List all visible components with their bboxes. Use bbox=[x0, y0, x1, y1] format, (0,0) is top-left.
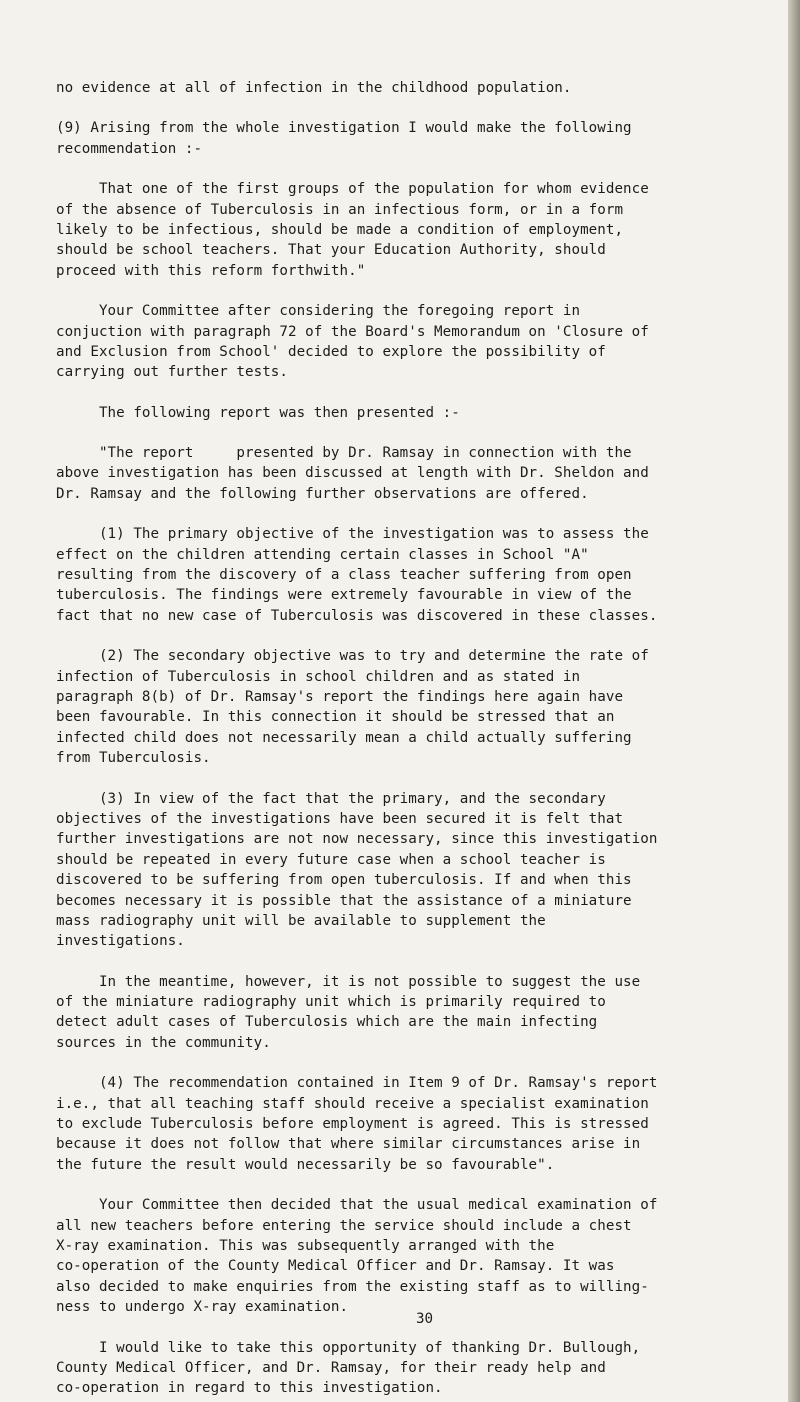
text-line: likely to be infectious, should be made a condition of employment, bbox=[56, 221, 624, 238]
text-line: recommendation :- bbox=[56, 140, 203, 157]
paragraph bbox=[56, 443, 784, 504]
text-line: proceed with this reform forthwith." bbox=[56, 262, 366, 279]
text-line: ness to undergo X-ray examination. bbox=[56, 1299, 349, 1316]
text-line: (4) The recommendation contained in Item 9 of Dr. Ramsay's report bbox=[56, 1075, 658, 1092]
text-line: (1) The primary objective of the investigation was to assess the bbox=[56, 526, 649, 543]
text-line: of the absence of Tuberculosis in an infectious form, or in a form bbox=[56, 201, 624, 218]
paragraph bbox=[56, 646, 784, 768]
paragraph bbox=[56, 403, 784, 423]
text-line: County Medical Officer, and Dr. Ramsay, for their ready help and bbox=[56, 1359, 606, 1376]
text-line: effect on the children attending certain classes in School "A" bbox=[56, 546, 589, 563]
text-line: "The report presented by Dr. Ramsay in connection with the bbox=[56, 445, 632, 462]
text-line: I would like to take this opportunity of thanking Dr. Bullough, bbox=[56, 1339, 641, 1356]
text-line: That one of the first groups of the population for whom evidence bbox=[56, 181, 649, 198]
text-line: mass radiography unit will be available to supplement the bbox=[56, 912, 546, 929]
text-line: objectives of the investigations have been secured it is felt that bbox=[56, 810, 624, 827]
text-line: Your Committee then decided that the usual medical examination of bbox=[56, 1197, 658, 1214]
text-line: co-operation of the County Medical Officer and Dr. Ramsay. It was bbox=[56, 1258, 615, 1275]
text-line: (2) The secondary objective was to try and determine the rate of bbox=[56, 648, 649, 665]
text-line: because it does not follow that where similar circumstances arise in bbox=[56, 1136, 641, 1153]
text-line: (9) Arising from the whole investigation I would make the following bbox=[56, 120, 632, 137]
page-edge-shadow bbox=[788, 0, 800, 1402]
text-line: conjuction with paragraph 72 of the Board's Memorandum on 'Closure of bbox=[56, 323, 649, 340]
text-line: been favourable. In this connection it should be stressed that an bbox=[56, 709, 615, 726]
text-line: i.e., that all teaching staff should receive a specialist examination bbox=[56, 1095, 649, 1112]
text-line: above investigation has been discussed at length with Dr. Sheldon and bbox=[56, 465, 649, 482]
text-line: In the meantime, however, it is not possible to suggest the use bbox=[56, 973, 641, 990]
text-line: fact that no new case of Tuberculosis was discovered in these classes. bbox=[56, 607, 658, 624]
text-line: infection of Tuberculosis in school children and as stated in bbox=[56, 668, 581, 685]
paragraph bbox=[56, 524, 784, 626]
text-line: becomes necessary it is possible that the assistance of a miniature bbox=[56, 892, 632, 909]
text-line: of the miniature radiography unit which is primarily required to bbox=[56, 994, 606, 1011]
paragraph bbox=[56, 1338, 784, 1399]
text-line: also decided to make enquiries from the existing staff as to willing- bbox=[56, 1278, 649, 1295]
text-line: the future the result would necessarily be so favourable". bbox=[56, 1156, 555, 1173]
text-line: should be repeated in every future case when a school teacher is bbox=[56, 851, 606, 868]
text-line: detect adult cases of Tuberculosis which are the main infecting bbox=[56, 1014, 598, 1031]
text-line: tuberculosis. The findings were extremely favourable in view of the bbox=[56, 587, 632, 604]
text-line: Dr. Ramsay and the following further observations are offered. bbox=[56, 485, 589, 502]
text-line: investigations. bbox=[56, 933, 185, 950]
text-line: further investigations are not now necessary, since this investigation bbox=[56, 831, 658, 848]
paragraph bbox=[56, 78, 784, 98]
text-line: should be school teachers. That your Education Authority, should bbox=[56, 242, 606, 259]
text-line: paragraph 8(b) of Dr. Ramsay's report the findings here again have bbox=[56, 688, 624, 705]
text-line: to exclude Tuberculosis before employment is agreed. This is stressed bbox=[56, 1116, 649, 1133]
text-line: all new teachers before entering the service should include a chest bbox=[56, 1217, 632, 1234]
text-line: Your Committee after considering the foregoing report in bbox=[56, 303, 581, 320]
paragraph bbox=[56, 118, 784, 159]
paragraph bbox=[56, 972, 784, 1054]
text-line: from Tuberculosis. bbox=[56, 750, 211, 767]
paragraph bbox=[56, 179, 784, 281]
text-line: discovered to be suffering from open tuberculosis. If and when this bbox=[56, 872, 632, 889]
paragraph bbox=[56, 301, 784, 383]
paragraph bbox=[56, 1073, 784, 1175]
paragraph bbox=[56, 1195, 784, 1317]
text-line: X-ray examination. This was subsequently arranged with the bbox=[56, 1237, 555, 1254]
text-line: and Exclusion from School' decided to explore the possibility of bbox=[56, 343, 606, 360]
text-line: co-operation in regard to this investigation. bbox=[56, 1380, 443, 1397]
text-line: carrying out further tests. bbox=[56, 364, 288, 381]
text-line: resulting from the discovery of a class teacher suffering from open bbox=[56, 567, 632, 584]
text-line: The following report was then presented :- bbox=[56, 404, 460, 421]
text-line: (3) In view of the fact that the primary, and the secondary bbox=[56, 790, 606, 807]
page-number: 30 bbox=[416, 1311, 434, 1327]
text-line: sources in the community. bbox=[56, 1034, 271, 1051]
text-line: no evidence at all of infection in the childhood population. bbox=[56, 80, 572, 96]
text-line: infected child does not necessarily mean a child actually suffering bbox=[56, 729, 632, 746]
document-body bbox=[56, 78, 784, 1399]
paragraph bbox=[56, 789, 784, 952]
